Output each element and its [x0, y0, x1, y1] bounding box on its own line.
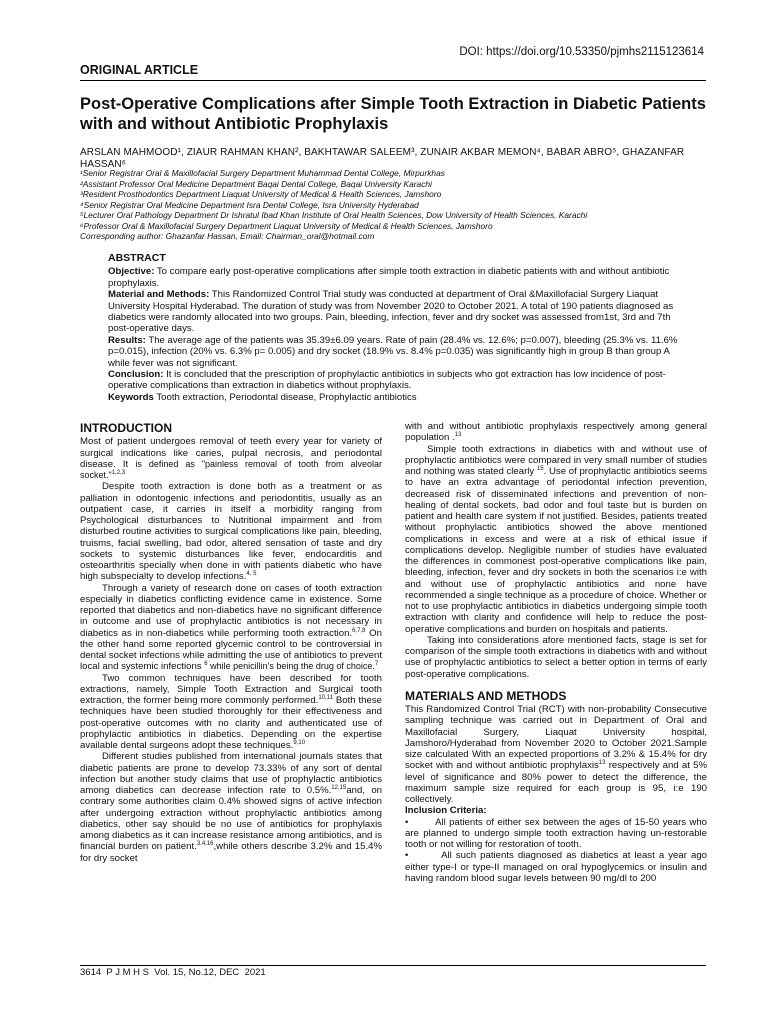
methods-heading: MATERIALS AND METHODS	[405, 688, 567, 703]
intro-paragraph-1	[80, 436, 382, 481]
intro-paragraph-5	[80, 751, 382, 864]
introduction-heading: INTRODUCTION	[80, 421, 172, 435]
intro-p3-text-b: On the other hand some reported glycemic control to be controversial in dental socket infections while admitting the use of antibiotics to prevent local and systemic infections	[80, 627, 382, 673]
footer-rule	[80, 965, 706, 966]
methods-p1-text-b: respectively and at 5% level of significance and 80% power to detect the difference, the maximum sample size required for each group is 95, i:e 190 collectively.	[405, 760, 707, 805]
intro-paragraph-3	[80, 583, 382, 673]
inclusion-bullet-2	[405, 850, 707, 884]
keywords-text: Tooth extraction, Periodontal disease, Prophylactic antibiotics	[153, 391, 417, 403]
intro-paragraph-4	[80, 673, 382, 752]
citation: 15	[536, 465, 544, 472]
objective-text: To compare early post-operative complications after simple tooth extraction in diabetic patients with and without antibiotic prophylaxis.	[108, 266, 670, 289]
keywords-label: Keywords	[108, 391, 154, 403]
abstract-conclusion	[108, 369, 682, 392]
right-paragraph-2	[405, 444, 707, 635]
affiliation-2: ²Assistant Professor Oral Medicine Department Baqai Dental College, Baqai University Karachi	[80, 178, 432, 189]
citation: 10,11	[318, 694, 333, 701]
header-rule	[80, 80, 706, 81]
page-footer: 3614 P J M H S Vol. 15, No.12, DEC 2021	[80, 967, 266, 978]
intro-p3-text: Through a variety of research done on cases of tooth extraction especially in diabetics conflicting evidence came in existence. Some reported that diabetics and non-diabetics have no significant difference in outcome and use of prophylactic antibiotics is not necessary in diabetics as in non-diabetics while performing tooth extraction.	[80, 582, 382, 639]
right-p1-text: with and without antibiotic prophylaxis respectively among general population .	[405, 421, 707, 444]
citation: 12,15	[331, 784, 347, 791]
inclusion-bullet-1	[405, 817, 707, 851]
article-type: ORIGINAL ARTICLE	[80, 63, 199, 77]
intro-p1-definition: is defined as "painless removal of tooth from alveolar socket."	[80, 458, 382, 480]
methods-label: Material and Methods:	[108, 289, 210, 301]
citation: 6	[204, 661, 208, 668]
doi-line: DOI: https://doi.org/10.53350/pjmhs2115123614	[459, 46, 704, 58]
affiliation-1: ¹Senior Registrar Oral & Maxillofacial Surgery Department Muhammad Dental College, Mirpurkhas	[80, 168, 445, 178]
corresponding-author: Corresponding author: Ghazanfar Hassan, Email: Chairman_oral@hotmail.com	[80, 231, 375, 241]
intro-p4-text: Two common techniques have been described for tooth extractions, namely, Simple Tooth Extraction and Surgical tooth extraction, the former being more commonly performed.	[80, 672, 382, 706]
bullet-1-text: All patients of either sex between the ages of 15-50 years who are planned to undergo simple tooth extraction having un-restorable tooth or not willing for restoration of tooth.	[405, 816, 707, 850]
citation: 13	[454, 432, 462, 439]
author-list: ARSLAN MAHMOOD¹, ZIAUR RAHMAN KHAN², BAKHTAWAR SALEEM³, ZUNAIR AKBAR MEMON⁴, BABAR ABRO⁵, GHAZANFAR HASSAN⁶	[80, 147, 685, 170]
right-p2-text: Simple tooth extractions in diabetics with and without use of prophylactic antibiotics were compared in very small number of studies and nothing was stated clearly	[405, 443, 707, 477]
methods-text: This Randomized Control Trial study was conducted at department of Oral &Maxillofacial Surgery Liaquat University Hospital Hyderabad. The duration of study was from November 2020 to October 2021. A total of 190 patients diagnosed as diabetics were randomly allocated into two groups. Pain, bleeding, infection, fever and dry socket was assessed from1st, 3rd and 7th post-operative days.	[108, 289, 674, 335]
abstract-methods	[108, 289, 682, 335]
results-label: Results:	[108, 334, 146, 346]
right-paragraph-3: Taking into considerations afore mentioned facts, stage is set for comparison of the simple tooth extractions in diabetics with and without use of prophylactic antibiotics to select a better option in terms of early post-operative complications.	[405, 634, 707, 680]
right-p2-text-b: . Use of prophylactic antibiotics seems to have an extra advantage of periodontal infection prevention, decreased risk of disseminated infections and prevention of non-healing of dental sockets, bad odor and foul taste but is burden on patient and health care system if not justified. Besides, patients treated without prophylactic antibiotics showed the above mentioned complications in excess and were at a risk of ethical issue if complications develop. Negligible number of studies have evaluated the differences in commonest post-operative complications like pain, bleeding, infection, fever and dry sockets in both the scenarios i:e with and without use of prophylactic antibiotics and none have recommended a single technique as a procedure of choice. Whether or not to use prophylactic antibiotics in diabetics undergoing simple tooth extraction with clarity and confidence will help to reduce the post-operative complications and burden on hospitals and patients.	[405, 466, 707, 635]
citation: 4, 5	[246, 571, 257, 578]
abstract-results	[108, 335, 682, 369]
left-column	[80, 423, 382, 864]
citation: 13	[598, 760, 606, 767]
abstract-keywords	[108, 392, 682, 403]
citation: 7	[374, 661, 379, 668]
intro-p2-text: Despite tooth extraction is done both as a treatment or as palliation in odontogenic infections and periodontitis, usually as an outpatient case, it carries in itself a morbidity ranging from Psychological disturbances to Nutritional impairment and from disturbed routine activities to surgical complications like pain, bleeding, truisms, facial swelling, bad odor, altered sensation of taste and dry sockets to systemic disturbances like fever, endocarditis and osteoarthritis specially when done in with patients diabetic who have high subspecialty to develop infections.	[80, 481, 382, 583]
methods-p1-text: This Randomized Control Trial (RCT) with non-probability Consecutive sampling technique was carried out in Department of Oral and Maxillofacial Surgery, Liaquat University hospital, Jamshoro/Hyderabad from November 2020 to October 2021.Sample size calculated With an expected proportions of 3.2% & 15.4% for dry socket with and without antibiotic prophylaxis	[405, 704, 707, 772]
citation: 6,7,8	[352, 627, 366, 634]
citation: 3,4,16	[196, 841, 214, 848]
conclusion-label: Conclusion:	[108, 369, 164, 381]
right-paragraph-1	[405, 421, 707, 444]
intro-p5-text: Different studies published from international journals states that diabetic patients are prone to develop 73.33% of any sort of dental infection but another study claims that use of prophylactic antibiotics among diabetics can decrease infection rate to 0.5%.	[80, 751, 382, 796]
intro-p5-text-c: ,while others describe 3.2% and 15.4% for dry socket	[80, 841, 383, 864]
intro-p4-text-b: Both these techniques have been studied thoroughly for their effectiveness and post-operative outcomes with no clarity and authenticated use of prophylactic antibiotics in diabetics. Depending on the expertise available dental surgeons adopt these techniques.	[80, 695, 382, 751]
citation: 1,2,3	[111, 469, 126, 476]
intro-p3-text-c: while penicillin's being the drug of choice.	[207, 661, 375, 672]
conclusion-text: It is concluded that the prescription of prophylactic antibiotics in subjects who got extraction has low incidence of post-operative complications than extraction in diabetics without prophylaxis.	[108, 369, 666, 392]
affiliation-5: ⁵Lecturer Oral Pathology Department Dr Ishratul Ibad Khan Institute of Oral Health Sciences, Dow University of Health Sciences, Karachi	[80, 210, 588, 220]
intro-p1-text: Most of patient undergoes removal of teeth every year for variety of surgical indications like caries, pulpal necrosis, and periodontal disease. It	[80, 436, 382, 470]
results-text: The average age of the patients was 35.39±6.09 years. Rate of pain (28.4% vs. 12.6%; p=0.007), bleeding (25.3% vs. 11.6% p=0.015), infection (20% vs. 6.3% p= 0.005) and dry socket (18.9% vs. 8.4% p=0.035) was significantly high in group B than group A while fever was not significant.	[108, 334, 678, 369]
methods-paragraph-1	[405, 704, 707, 805]
intro-p5-text-b: and, on contrary some authorities claim 0.4% showed signs of active infection after undergoing extraction without prophylactic antibiotics among diabetics, other say should be no use of antibiotics for prophylaxis among diabetics as it can increase resistance among antibiotics, and is financial burden on patient.	[80, 785, 382, 853]
affiliation-6: ⁶Professor Oral & Maxillofacial Surgery Department Liaquat University of Medical & Health Sciences, Jamshoro	[80, 220, 493, 231]
objective-label: Objective:	[108, 266, 155, 278]
paper-title: Post-Operative Complications after Simple Tooth Extraction in Diabetic Patients with and without Antibiotic Prophylaxis	[80, 95, 706, 133]
affiliation-4: ⁴Senior Registrar Oral Medicine Department Isra Dental College, Isra University Hyderabad	[80, 199, 419, 210]
right-column	[405, 421, 707, 884]
bullet-marker: •	[405, 850, 442, 862]
affiliations	[80, 168, 710, 242]
bullet-2-text: All such patients diagnosed as diabetics at least a year ago either type-I or type-II managed on oral hypoglycemics or insulin and having random blood sugar levels between 90 mg/dl to 200	[405, 850, 708, 884]
abstract	[108, 253, 682, 403]
abstract-heading: ABSTRACT	[108, 252, 166, 264]
abstract-objective	[108, 266, 682, 289]
intro-paragraph-2	[80, 481, 382, 582]
inclusion-heading: Inclusion Criteria:	[405, 805, 487, 817]
bullet-marker: •	[405, 816, 436, 828]
citation: 9,10	[293, 739, 306, 746]
affiliation-3: ³Resident Prosthodontics Department Liaquat University of Medical & Health Sciences, Jamshoro	[80, 189, 442, 199]
